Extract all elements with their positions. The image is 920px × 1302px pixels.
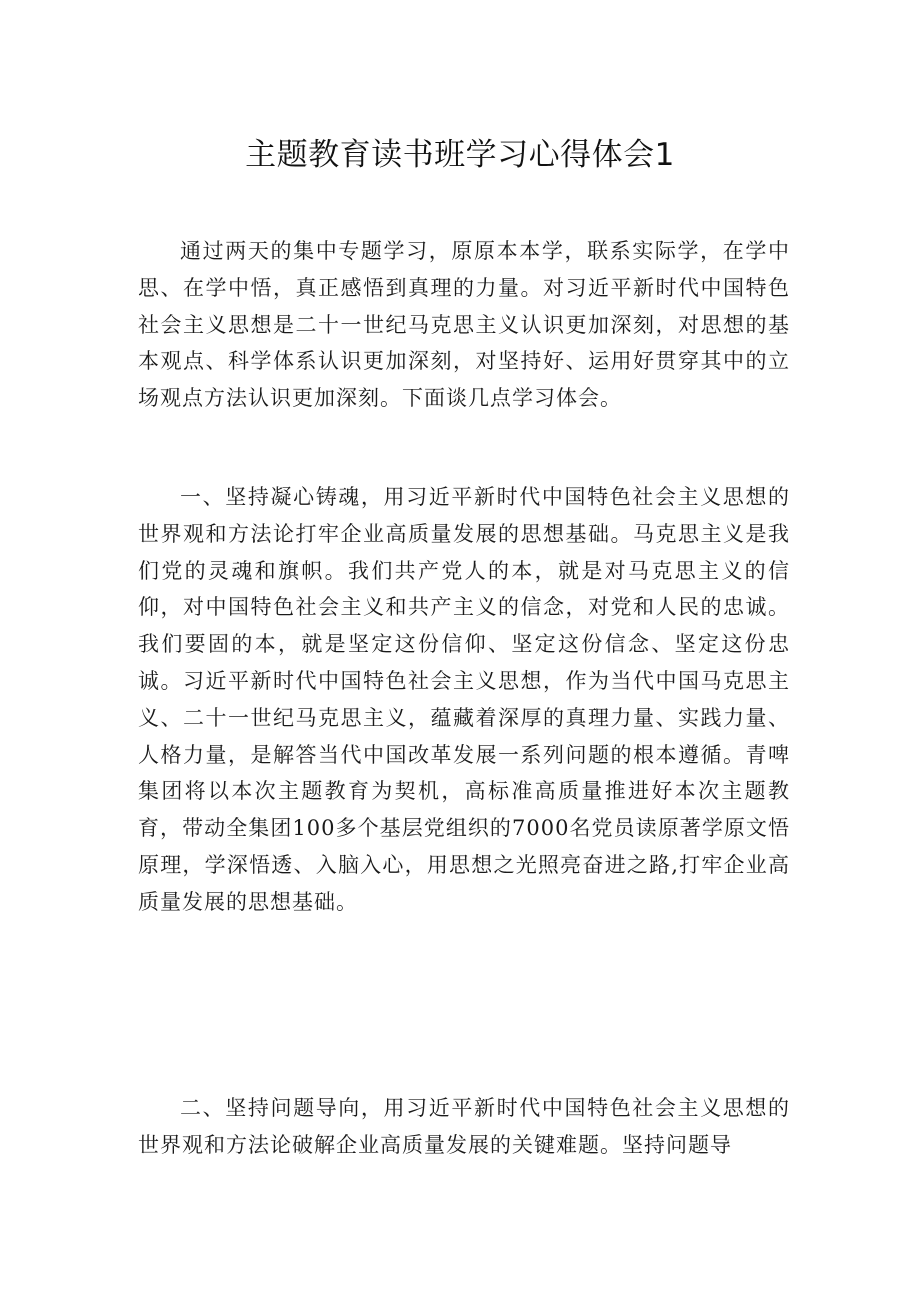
- paragraph-section-two: 二、坚持问题导向，用习近平新时代中国特色社会主义思想的世界观和方法论破解企业高质量发展的关键难题。坚持问题导: [138, 1096, 790, 1157]
- paragraph-intro: 通过两天的集中专题学习，原原本本学，联系实际学，在学中思、在学中悟，真正感悟到真理的力量。对习近平新时代中国特色社会主义思想是二十一世纪马克思主义认识更加深刻，对思想的基本观点、科学体系认识更加深刻，对坚持好、运用好贯穿其中的立场观点方法认识更加深刻。下面谈几点学习体会。: [138, 239, 790, 411]
- document-title: 主题教育读书班学习心得体会1: [245, 137, 675, 173]
- paragraph-section-one: 一、坚持凝心铸魂，用习近平新时代中国特色社会主义思想的世界观和方法论打牢企业高质量发展的思想基础。马克思主义是我们党的灵魂和旗帜。我们共产党人的本，就是对马克思主义的信仰，对中国特色社会主义和共产主义的信念，对党和人民的忠诚。我们要固的本，就是坚定这份信仰、坚定这份信念、坚定这份忠诚。习近平新时代中国特色社会主义思想，作为当代中国马克思主义、二十一世纪马克思主义，蕴藏着深厚的真理力量、实践力量、人格力量，是解答当代中国改革发展一系列问题的根本遵循。青啤集团将以本次主题教育为契机，高标准高质量推进好本次主题教育，带动全集团100多个基层党组织的7000名党员读原著学原文悟原理，学深悟透、入脑入心，用思想之光照亮奋进之路,打牢企业高质量发展的思想基础。: [138, 485, 790, 914]
